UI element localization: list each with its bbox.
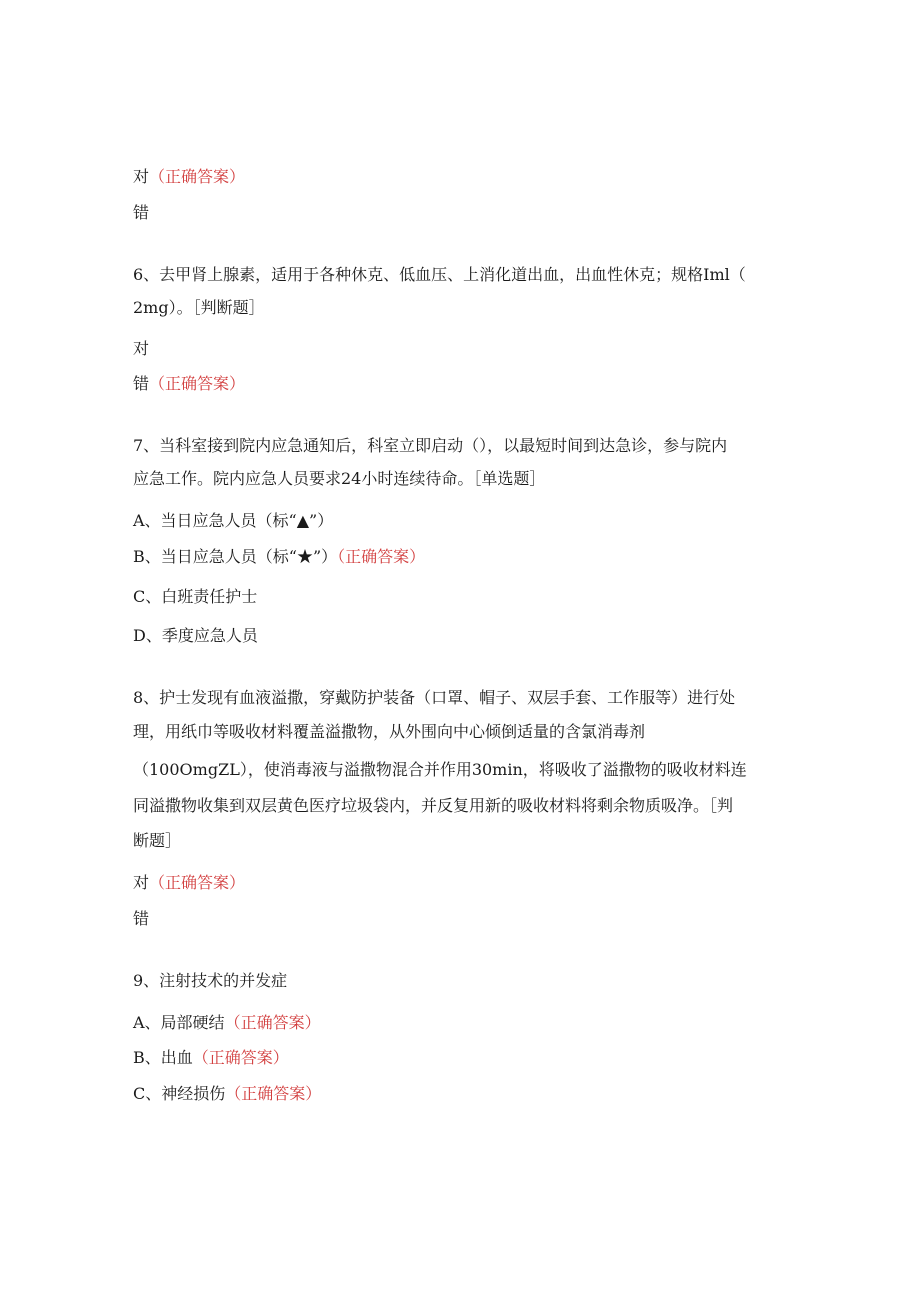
q6-option-true	[133, 338, 149, 360]
q8-question-line-2: 理，用纸巾等吸收材料覆盖溢撒物，从外围向中心倾倒适量的含氯消毒剂	[133, 722, 646, 741]
option-label: B、当日应急人员（标“★”）	[133, 547, 338, 566]
option-label: 对	[133, 167, 150, 186]
option-label: D、季度应急人员	[133, 626, 258, 645]
q7-option-b	[133, 546, 425, 568]
q9-option-a	[133, 1012, 321, 1034]
q9-question-line-1: 9、注射技术的并发症	[133, 971, 288, 990]
option-label: 对	[133, 339, 150, 358]
correct-answer-marker: （正确答案）	[149, 167, 246, 186]
option-label: 错	[133, 909, 150, 928]
q6-question-line-1: 6、去甲肾上腺素，适用于各种休克、低血压、上消化道出血，出血性休克；规格Iml（	[133, 265, 746, 284]
option-label: C、神经损伤	[133, 1084, 226, 1103]
q9-option-b	[133, 1047, 289, 1069]
option-label: B、出血	[133, 1048, 193, 1067]
q6-question-line-2: 2mg）。［判断题］	[133, 298, 265, 317]
q8-option-true	[133, 872, 245, 894]
q8-question-line-4: 同溢撒物收集到双层黄色医疗垃圾袋内，并反复用新的吸收材料将剩余物质吸净。［判	[133, 796, 734, 815]
q5-option-true	[133, 166, 245, 188]
option-label: A、当日应急人员（标“▲”）	[133, 511, 334, 530]
q7-option-c	[133, 586, 257, 608]
option-label: 对	[133, 873, 150, 892]
correct-answer-marker: （正确答案）	[225, 1084, 322, 1103]
option-label: 错	[133, 203, 150, 222]
q8-option-false	[133, 908, 149, 930]
q8-question-line-3: （100OmgZL），使消毒液与溢撒物混合并作用30min，将吸收了溢撒物的吸收材料连	[133, 760, 747, 779]
correct-answer-marker: （正确答案）	[192, 1048, 289, 1067]
correct-answer-marker: （正确答案）	[149, 873, 246, 892]
option-label: A、局部硬结	[133, 1013, 225, 1032]
correct-answer-marker: （正确答案）	[149, 374, 246, 393]
q7-option-d	[133, 625, 258, 647]
option-label: 错	[133, 374, 150, 393]
q9-option-c	[133, 1083, 321, 1105]
q7-question-line-2: 应急工作。院内应急人员要求24小时连续待命。［单选题］	[133, 469, 546, 488]
q7-option-a	[133, 510, 333, 532]
correct-answer-marker: （正确答案）	[224, 1013, 321, 1032]
q8-question-line-1: 8、护士发现有血液溢撒，穿戴防护装备（口罩、帽子、双层手套、工作服等）进行处	[133, 688, 736, 707]
q5-option-false	[133, 202, 149, 224]
q7-question-line-1: 7、当科室接到院内应急通知后，科室立即启动（），以最短时间到达急诊，参与院内	[133, 436, 728, 455]
correct-answer-marker: （正确答案）	[337, 547, 426, 566]
option-label: C、白班责任护士	[133, 587, 258, 606]
q8-question-line-5: 断题］	[133, 831, 182, 850]
q6-option-false	[133, 373, 245, 395]
